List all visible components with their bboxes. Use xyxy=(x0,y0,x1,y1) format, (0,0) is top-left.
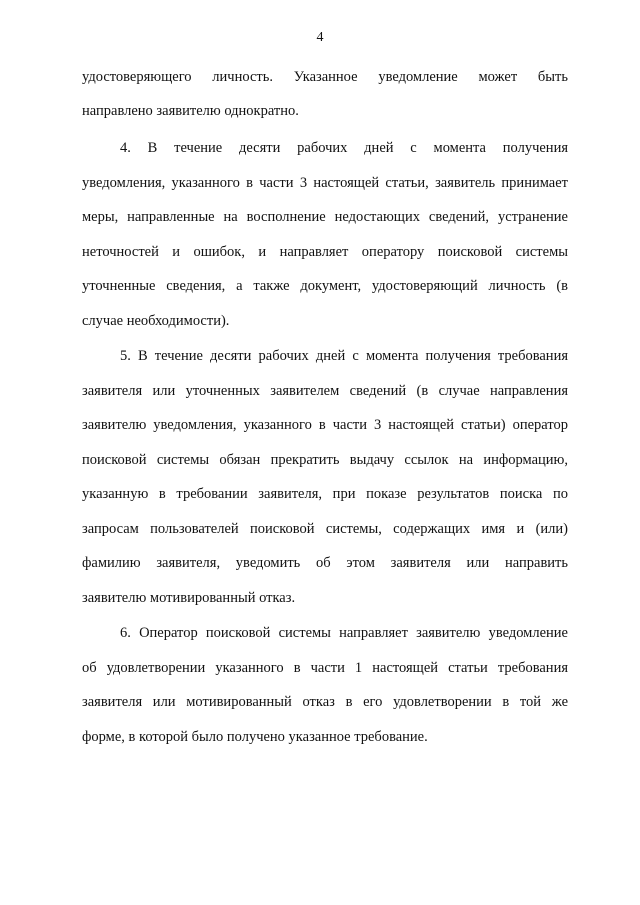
paragraph-3-line-1: 5. В течение десяти рабочих дней с момента получения требования xyxy=(120,348,568,364)
paragraph-3-line-2: заявителя или уточненных заявителем сведений (в случае направления xyxy=(82,383,568,399)
paragraph-2-line-4: неточностей и ошибок, и направляет оператору поисковой системы xyxy=(82,244,568,260)
paragraph-2-line-2: уведомления, указанного в части 3 настоящей статьи, заявитель принимает xyxy=(82,175,568,191)
paragraph-4-line-3: заявителя или мотивированный отказ в его удовлетворении в той же xyxy=(82,694,568,710)
page-number: 4 xyxy=(316,30,324,45)
paragraph-3-line-7: фамилию заявителя, уведомить об этом заявителя или направить xyxy=(82,555,568,571)
paragraph-3-line-4: поисковой системы обязан прекратить выдачу ссылок на информацию, xyxy=(82,452,568,468)
paragraph-4-line-1: 6. Оператор поисковой системы направляет заявителю уведомление xyxy=(120,625,568,641)
paragraph-4-line-4: форме, в которой было получено указанное требование. xyxy=(82,729,428,745)
paragraph-2-line-5: уточненные сведения, а также документ, удостоверяющий личность (в xyxy=(82,278,568,294)
paragraph-3-line-5: указанную в требовании заявителя, при показе результатов поиска по xyxy=(82,486,568,502)
paragraph-1-line-1: удостоверяющего личность. Указанное уведомление может быть xyxy=(82,69,568,85)
paragraph-3-line-3: заявителю уведомления, указанного в части 3 настоящей статьи) оператор xyxy=(82,417,568,433)
paragraph-3-line-6: запросам пользователей поисковой системы, содержащих имя и (или) xyxy=(82,521,568,537)
paragraph-2-line-6: случае необходимости). xyxy=(82,313,230,329)
paragraph-2-line-1: 4. В течение десяти рабочих дней с момента получения xyxy=(120,140,568,156)
paragraph-1-line-2: направлено заявителю однократно. xyxy=(82,103,299,119)
paragraph-4-line-2: об удовлетворении указанного в части 1 настоящей статьи требования xyxy=(82,660,568,676)
paragraph-2-line-3: меры, направленные на восполнение недостающих сведений, устранение xyxy=(82,209,568,225)
paragraph-3-line-8: заявителю мотивированный отказ. xyxy=(82,590,296,606)
